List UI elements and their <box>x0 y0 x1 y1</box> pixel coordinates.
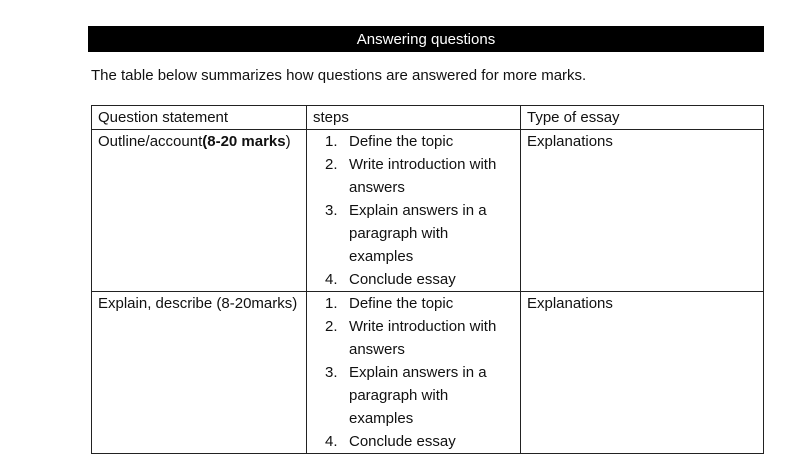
list-item: Explain answers in a paragraph with examples <box>349 364 487 427</box>
question-text: Outline/account(8-20 marks) <box>98 133 291 150</box>
steps-cell <box>307 130 521 292</box>
essay-type-cell: Explanations <box>521 292 764 454</box>
header-steps: steps <box>307 106 521 130</box>
banner-title: Answering questions <box>356 30 496 48</box>
list-item: Conclude essay <box>349 271 456 288</box>
table-row <box>92 130 764 292</box>
question-cell <box>92 130 307 292</box>
header-question-statement: Question statement <box>92 106 307 130</box>
list-item: Conclude essay <box>349 433 456 450</box>
question-text: Explain, describe (8-20marks) <box>98 295 298 312</box>
question-cell <box>92 292 307 454</box>
essay-type-cell: Explanations <box>521 130 764 292</box>
list-item: Define the topic <box>349 133 454 150</box>
list-item: Explain answers in a paragraph with examples <box>349 202 487 265</box>
table-header-row <box>92 106 764 130</box>
steps-list <box>313 292 514 453</box>
list-item: Write introduction with answers <box>349 318 497 358</box>
intro-paragraph: The table below summarizes how questions are answered for more marks. <box>91 67 587 84</box>
header-type-of-essay: Type of essay <box>521 106 764 130</box>
section-banner <box>88 26 764 52</box>
steps-cell <box>307 292 521 454</box>
questions-table <box>91 105 764 454</box>
table-row <box>92 292 764 454</box>
list-item: Define the topic <box>349 295 454 312</box>
list-item: Write introduction with answers <box>349 156 497 196</box>
steps-list <box>313 130 514 291</box>
